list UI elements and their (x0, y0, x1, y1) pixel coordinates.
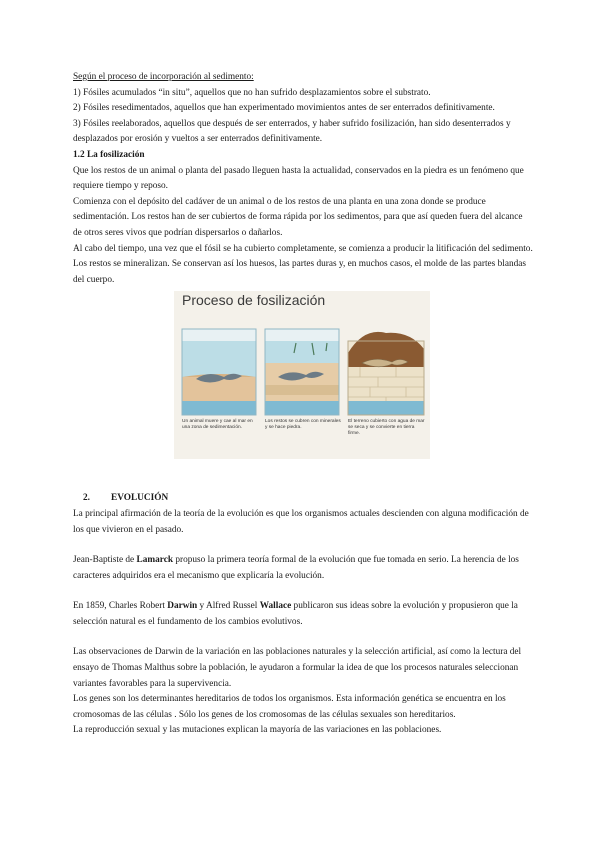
evolucion-paragraph-darwin: En 1859, Charles Robert Darwin y Alfred Russel Wallace publicaron sus ideas sobre la evolución y propusieron que la selección natural es el fundamento de los cambios evolutivos. (73, 601, 518, 627)
fosilizacion-paragraph-2: Comienza con el depósito del cadáver de un animal o de los restos de una planta en una zona donde se produce sedimentación. Los restos han de ser cubiertos de forma rápida por los sedimentos, para que así queden fuera del alcance de otros seres vivos que podrían dispersarlos o dañarlos. (73, 196, 523, 238)
intro-item-3: 3) Fósiles reelaborados, aquellos que después de ser enterrados, y haber sufrido fosilización, han sido desenterrados y desplazados por erosión y vueltos a ser enterrados definitivamente. (73, 118, 511, 145)
figure-caption-1: Un animal muere y cae al mar en una zona de sedimentación. (182, 419, 253, 431)
figure-caption-3: El terreno cubierto con agua de mar se seca y se convierte en tierra firme. (348, 419, 425, 437)
stage-2-tank (265, 329, 339, 415)
evolucion-paragraph-lamarck: Jean-Baptiste de Lamarck propuso la primera teoría formal de la evolución que fue tomada en serio. La herencia de los caracteres adquiridos era el mecanismo que explicaría la evolución. (73, 555, 519, 581)
evolucion-paragraph-1: La principal afirmación de la teoría de la evolución es que los organismos actuales descienden con alguna modificación de los que vivieron en el pasado. (73, 508, 529, 535)
fosilizacion-figure (174, 291, 430, 459)
evolucion-heading: 2. EVOLUCIÓN (83, 493, 169, 504)
intro-item-2: 2) Fósiles resedimentados, aquellos que han experimentado movimientos antes de ser enterrados definitivamente. (73, 103, 495, 114)
intro-heading: Según el proceso de incorporación al sedimento: (73, 72, 254, 82)
figure-title: Proceso de fosilización (182, 292, 326, 309)
evolucion-paragraph-reproduccion: La reproducción sexual y las mutaciones explican la mayoría de las variaciones en las poblaciones. (73, 725, 442, 736)
document-page (73, 70, 533, 739)
figure-caption-2: Los restos se cubren con minerales y se hace piedra. (265, 419, 341, 431)
fosilizacion-paragraph-3: Al cabo del tiempo, una vez que el fósil se ha cubierto completamente, se comienza a producir la litificación del sedimento. Los restos se mineralizan. Se conservan así los huesos, las partes duras y, en muchos casos, el molde de las partes blandas del cuerpo. (73, 243, 533, 285)
stage-1-tank (182, 329, 256, 415)
fosilizacion-heading: 1.2 La fosilización (73, 149, 145, 160)
stage-3-block (348, 332, 424, 415)
fosilizacion-paragraph-1: Que los restos de un animal o planta del pasado lleguen hasta la actualidad, conservados en la piedra es un fenómeno que requiere tiempo y reposo. (73, 165, 524, 192)
evolucion-paragraph-observaciones: Las observaciones de Darwin de la variación en las poblaciones naturales y la selección artificial, así como la lectura del ensayo de Thomas Malthus sobre la población, le ayudaron a formular la idea de que los procesos naturales seleccionan variantes favorables para la supervivencia. (73, 647, 522, 689)
intro-item-1: 1) Fósiles acumulados “in situ”, aquellos que no han sufrido desplazamientos sobre el substrato. (73, 87, 431, 98)
evolucion-paragraph-genes: Los genes son los determinantes hereditarios de todos los organismos. Esta información genética se encuentra en los cromosomas de las células . Sólo los genes de los cromosomas de las células sexuales son hereditarios. (73, 694, 506, 720)
